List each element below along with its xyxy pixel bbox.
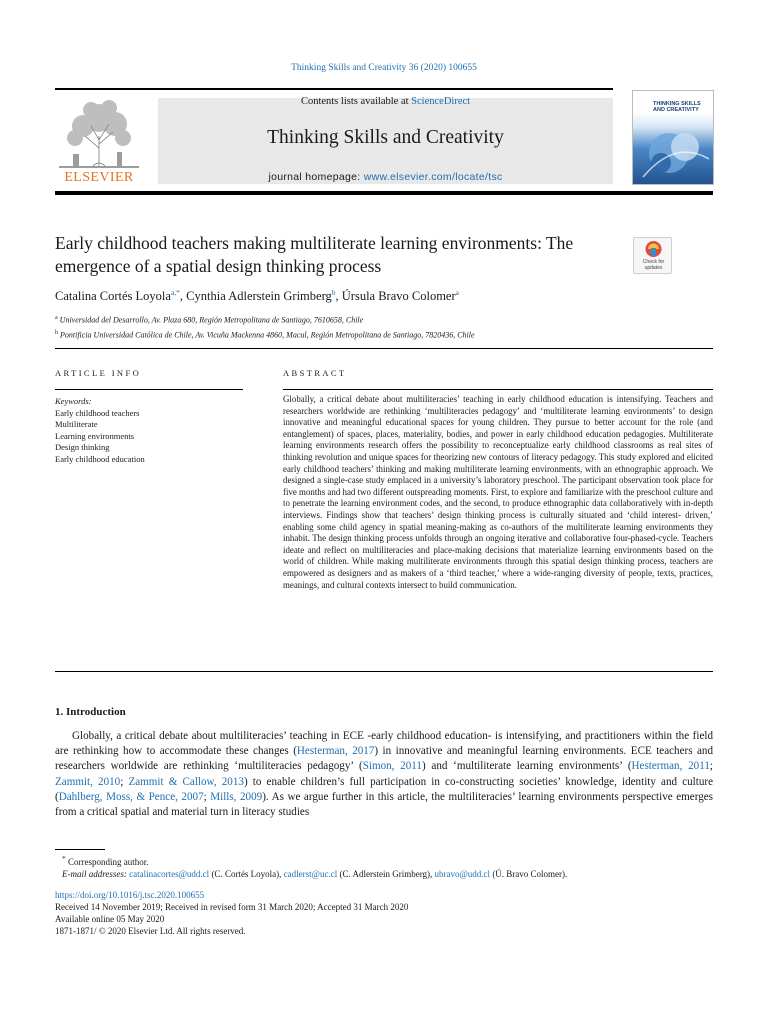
introduction-heading: 1. Introduction [55,706,126,718]
author-list [55,288,715,304]
citation-link[interactable]: Dahlberg, Moss, & Pence, 2007 [58,790,204,803]
author-affiliation-mark[interactable]: a,* [170,288,180,297]
article-history: Received 14 November 2019; Received in revised form 31 March 2020; Accepted 31 March 2020 [55,902,409,912]
footnotes [62,853,712,880]
contents-line [158,96,613,107]
body-text: ) to enable children’s full participation in co-constructing societies’ knowledge, identity and culture ( [55,775,714,803]
citation-separator: ; [709,760,713,773]
author-separator: , [179,289,187,304]
body-text: ) in innovative and meaningful learning environments. ECE teachers and researchers worldwide are rethinking ‘multiliteracies pedagogy’ ( [55,745,714,773]
masthead-bottom-rule [55,191,713,195]
contents-prefix: Contents lists available at [300,96,412,107]
author-name: Úrsula Bravo Colomer [341,289,456,304]
author-affiliation-mark[interactable]: a [455,288,459,297]
author-name: Cynthia Adlerstein Grimberg [186,289,332,304]
affiliation-item [55,327,715,342]
check-for-updates-badge[interactable] [633,237,672,274]
publisher-name: ELSEVIER [64,170,134,185]
journal-title: Thinking Skills and Creativity [267,127,504,148]
affiliation-mark: a [55,315,58,321]
affiliation-item [55,312,715,327]
citation-link[interactable]: Zammit, 2010 [55,775,121,788]
affiliation-text: Pontificia Universidad Católica de Chile, Av. Vicuña Mackenna 4860, Macul, Región Metropolitana de Santiago, 7820436, Chile [60,330,475,340]
section-divider [55,348,713,349]
abstract-rule [283,389,713,390]
author-affiliation-mark[interactable]: b [331,288,336,297]
article-meta [55,889,713,937]
keyword-item: Multiliterate [55,419,98,430]
email-label: E-mail addresses: [62,869,130,879]
body-text: ) and ‘multiliterate learning environments’ ( [421,760,632,773]
article-info-rule [55,389,243,390]
email-owner: (Ú. Bravo Colomer). [490,869,568,879]
email-addresses [62,868,712,880]
article-info-heading: ARTICLE INFO [55,368,142,378]
abstract-text: Globally, a critical debate about multiliteracies’ teaching in early childhood education is intensifying. Teachers and researchers worldwide are rethinking ‘multiliteracies pedagogy’ and ‘multiliterate learning environments’ to design innovative and meaningful educational spaces for young children. They pursue to better account for the role (and entanglement) of spaces, places, materiality, bodies, and power in early childhood education pedagogies. Multiliterate learning environments research offers the possibility to reconceptualize early childhood classrooms as real sites of thinking revolution and unique spaces for theorizing new contours of literacy pedagogy. This study explored and elicited early childhood teachers’ thinking and making multiliterate learning environments, with an ethnographic approach. We designed a single-case study emplaced in a university’s laboratory preschool. The participant observation took place for five months and had two different outspreading moments. First, to explore and familiarize with the preschool culture and to penetrate the learning environment codes, and the second, to produce ethnographic data collaboratively with in-depth interviews. Findings show that teachers’ design thinking process is culturally situated and ‘child interest- driven,’ enabling some child agency in spatial meaning-making as co-authors of the multiliterate learning environments they inhabit. The design thinking process unfolds through an ongoing iterative and collaborative four-phased-cycle. Teachers ideate and reflect on multiliteracies and place-making decisions that materialize learning environments based on the world of children. While making multiliterate environments through this spatial design thinking process, teachers are empowered as designers and as makers of a ‘third teacher,’ where a wide-ranging diversity of people, texts, practices, meanings, and cultural contexts intersect to build communication. [283,394,713,590]
body-text: ). As we argue further in this article, the multiliteracies’ learning environments perspective emerges from a critical spatial and material turn in literacy studies [55,790,713,819]
citation-link[interactable]: Simon, 2011 [362,760,422,773]
sciencedirect-link[interactable]: ScienceDirect [411,96,471,107]
homepage-prefix: journal homepage: [268,171,364,183]
email-link[interactable]: catalinacortes@udd.cl [129,869,210,879]
footnote-mark: * [62,854,66,863]
footnote-rule [55,849,105,850]
article-title: Early childhood teachers making multiliterate learning environments: The emergence of a spatial design thinking process [55,233,574,276]
affiliation-mark: b [55,329,58,336]
citation-separator: ; [120,775,129,788]
citation-link[interactable]: Hesterman, 2011 [631,760,710,773]
masthead-top-rule [55,88,613,90]
affiliation-text: Universidad del Desarrollo, Av. Plaza 680, Región Metropolitana de Santiago, 7610658, Chile [59,315,364,325]
citation-link[interactable]: Zammit & Callow, 2013 [128,775,244,788]
affiliations [55,312,715,341]
keyword-item: Early childhood education [55,453,145,464]
keyword-item: Early childhood teachers [55,407,140,418]
doi-link[interactable]: https://doi.org/10.1016/j.tsc.2020.100655 [55,890,205,900]
citation-link[interactable]: Hesterman, 2017 [296,745,375,758]
author-name: Catalina Cortés Loyola [55,289,171,304]
section-divider [55,671,713,672]
email-link[interactable]: ubravo@udd.cl [434,869,491,879]
keyword-item: Design thinking [55,442,110,453]
citation-separator: ; [203,790,211,803]
available-online: Available online 05 May 2020 [55,914,165,924]
author-separator: , [335,289,342,304]
citation-link[interactable]: Mills, 2009 [210,790,263,803]
introduction-paragraph [55,729,713,820]
keywords-block [55,396,245,466]
keyword-item: Learning environments [55,430,135,441]
journal-cover-thumbnail[interactable] [632,90,714,185]
cover-art-image [639,119,711,181]
keywords-label: Keywords: [55,396,92,406]
corresponding-author-note [62,853,712,868]
email-owner: (C. Cortés Loyola), [209,869,284,879]
body-text: Globally, a critical debate about multiliteracies’ teaching in ECE -early childhood education- is intensifying, and practitioners within the field are rethinking how to accommodate these changes ( [55,730,713,758]
homepage-link[interactable]: www.elsevier.com/locate/tsc [363,171,503,183]
footnote-text: Corresponding author. [65,857,149,867]
copyright: 1871-1871/ © 2020 Elsevier Ltd. All rights reserved. [55,926,246,936]
email-link[interactable]: cadlerst@uc.cl [283,869,338,879]
email-owner: (C. Adlerstein Grimberg), [337,869,435,879]
crossmark-icon [634,238,673,260]
running-head[interactable]: Thinking Skills and Creativity 36 (2020) 100655 [291,63,477,73]
homepage-line [158,171,613,183]
check-for-updates-label: Check for updates [642,259,665,271]
cover-title: THINKING SKILLS AND CREATIVITY [653,101,701,113]
abstract-heading: ABSTRACT [283,368,347,378]
